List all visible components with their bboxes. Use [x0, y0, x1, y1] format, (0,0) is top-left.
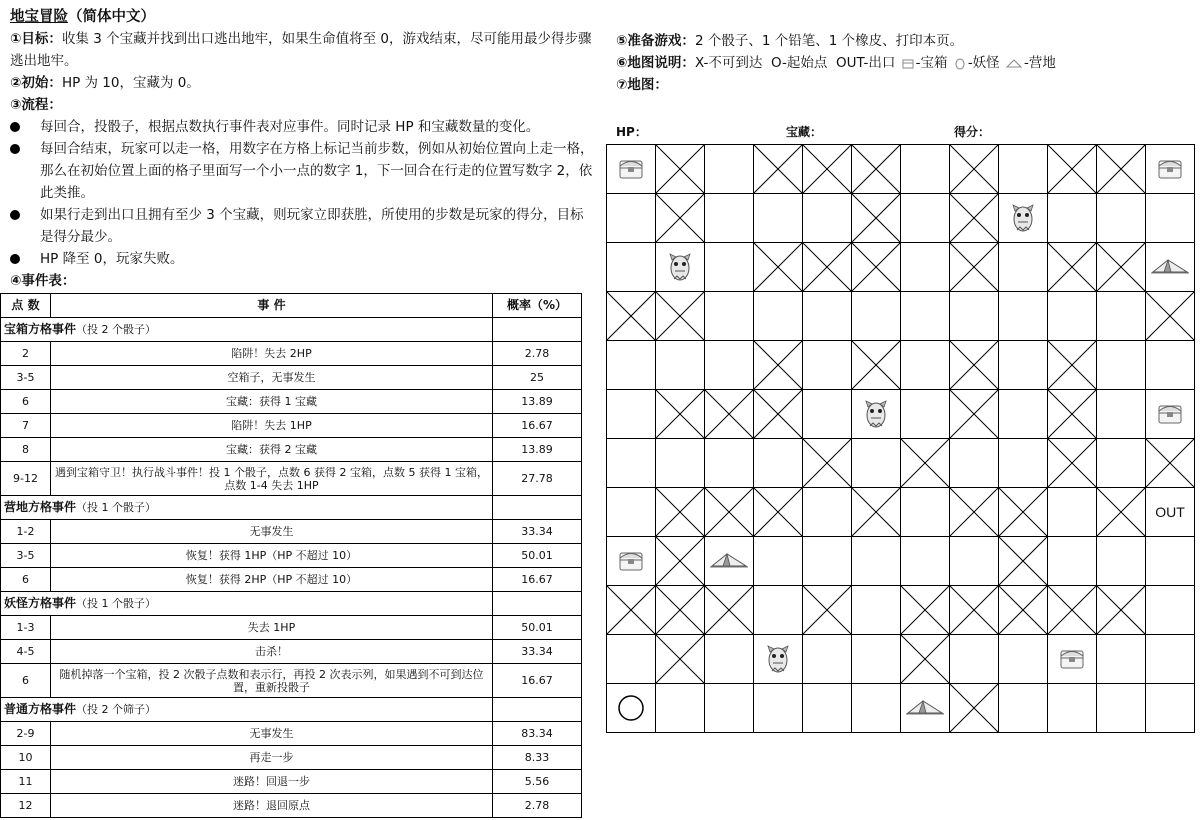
map-cell[interactable] — [852, 537, 901, 586]
map-cell[interactable] — [852, 341, 901, 390]
monster-icon — [954, 56, 966, 70]
table-row — [1, 390, 582, 414]
map-cell[interactable] — [1097, 537, 1146, 586]
map-cell[interactable] — [705, 390, 754, 439]
table-row — [1, 722, 582, 746]
section-empty-cell — [493, 698, 582, 722]
map-cell[interactable] — [607, 488, 656, 537]
map-cell[interactable] — [754, 390, 803, 439]
map-cell[interactable] — [852, 292, 901, 341]
map-cell[interactable] — [803, 439, 852, 488]
table-row — [1, 366, 582, 390]
map-cell[interactable] — [950, 390, 999, 439]
cell-probability: 2.78 — [493, 342, 582, 366]
initial-section: ②初始：HP 为 10，宝藏为 0。 — [10, 75, 200, 91]
map-cell[interactable] — [950, 439, 999, 488]
setup-column — [616, 30, 1200, 139]
map-cell[interactable] — [1048, 635, 1097, 684]
map-cell[interactable] — [705, 145, 754, 194]
cell-probability: 83.34 — [493, 722, 582, 746]
map-cell[interactable] — [999, 439, 1048, 488]
cell-event: 恢复！获得 1HP（HP 不超过 10） — [51, 544, 493, 568]
rules-column — [4, 6, 595, 818]
map-cell[interactable] — [1097, 684, 1146, 733]
map-cell[interactable] — [754, 488, 803, 537]
map-cell[interactable] — [901, 292, 950, 341]
map-cell[interactable] — [950, 145, 999, 194]
map-cell[interactable] — [656, 488, 705, 537]
map-cell[interactable] — [803, 488, 852, 537]
cell-event: 随机掉落一个宝箱，投 2 次骰子点数和表示行，再投 2 次表示列，如果遇到不可到达位置，重新投骰子 — [51, 664, 493, 698]
map-cell[interactable] — [1097, 586, 1146, 635]
table-row — [1, 462, 582, 496]
map-cell[interactable] — [999, 243, 1048, 292]
map-cell[interactable] — [754, 635, 803, 684]
map-cell[interactable] — [705, 292, 754, 341]
map-cell[interactable] — [607, 292, 656, 341]
section-row — [1, 496, 582, 520]
section-row — [1, 318, 582, 342]
map-cell[interactable] — [754, 341, 803, 390]
cell-points: 12 — [1, 794, 51, 818]
flow-list — [10, 116, 595, 270]
map-cell[interactable] — [607, 635, 656, 684]
map-cell[interactable] — [754, 145, 803, 194]
map-cell[interactable] — [1048, 243, 1097, 292]
exit-label: OUT — [1155, 504, 1185, 520]
map-cell[interactable] — [803, 390, 852, 439]
cell-probability: 16.67 — [493, 414, 582, 438]
map-cell[interactable] — [705, 439, 754, 488]
dungeon-map — [606, 144, 1196, 736]
map-cell[interactable] — [656, 292, 705, 341]
score-label: 得分： — [954, 125, 991, 139]
cell-event: 失去 1HP — [51, 616, 493, 640]
map-cell[interactable] — [1048, 292, 1097, 341]
flow-label: ③流程： — [10, 97, 62, 113]
section-empty-cell — [493, 496, 582, 520]
map-cell[interactable] — [1097, 439, 1146, 488]
cell-probability: 13.89 — [493, 390, 582, 414]
map-cell[interactable] — [852, 243, 901, 292]
map-cell[interactable] — [754, 586, 803, 635]
map-cell[interactable] — [901, 439, 950, 488]
cell-event: 陷阱！失去 2HP — [51, 342, 493, 366]
cell-probability: 16.67 — [493, 664, 582, 698]
map-cell[interactable] — [1097, 341, 1146, 390]
map-cell[interactable] — [705, 194, 754, 243]
cell-event: 无事发生 — [51, 520, 493, 544]
cell-probability: 25 — [493, 366, 582, 390]
map-cell[interactable] — [803, 341, 852, 390]
cell-probability: 50.01 — [493, 616, 582, 640]
camp-icon — [1006, 58, 1022, 68]
map-cell[interactable] — [901, 537, 950, 586]
chest-icon — [620, 161, 642, 178]
map-cell[interactable] — [1146, 439, 1195, 488]
cell-points: 6 — [1, 664, 51, 698]
map-cell[interactable] — [803, 292, 852, 341]
table-row — [1, 342, 582, 366]
map-cell[interactable] — [656, 390, 705, 439]
map-cell[interactable] — [950, 537, 999, 586]
map-cell[interactable] — [852, 194, 901, 243]
bullet-icon — [10, 254, 20, 264]
goal-section: ①目标：收集 3 个宝藏并找到出口逃出地牢，如果生命值将至 0，游戏结束，尽可能用最少得步骤逃出地牢。 — [10, 31, 592, 69]
chest-icon — [620, 553, 642, 570]
map-cell[interactable] — [901, 243, 950, 292]
map-cell[interactable] — [1146, 292, 1195, 341]
bullet-icon — [10, 210, 20, 220]
map-cell[interactable] — [705, 243, 754, 292]
map-cell[interactable] — [1146, 145, 1195, 194]
map-cell[interactable] — [705, 341, 754, 390]
table-row — [1, 794, 582, 818]
map-cell[interactable] — [950, 586, 999, 635]
cell-points: 9-12 — [1, 462, 51, 496]
map-cell[interactable] — [754, 292, 803, 341]
map-cell[interactable] — [754, 684, 803, 733]
map-cell[interactable] — [607, 537, 656, 586]
treasure-label: 宝藏： — [786, 125, 823, 139]
section-title: 普通方格事件（投 2 个筛子） — [1, 698, 493, 722]
cell-event: 再走一步 — [51, 746, 493, 770]
cell-probability: 5.56 — [493, 770, 582, 794]
cell-event: 宝藏：获得 1 宝藏 — [51, 390, 493, 414]
map-cell[interactable] — [901, 684, 950, 733]
map-cell[interactable] — [607, 145, 656, 194]
table-row — [1, 640, 582, 664]
monster-icon — [670, 254, 690, 280]
map-cell[interactable] — [901, 635, 950, 684]
map-cell[interactable] — [656, 145, 705, 194]
cell-probability: 2.78 — [493, 794, 582, 818]
map-cell[interactable] — [656, 537, 705, 586]
map-cell[interactable] — [803, 635, 852, 684]
map-cell[interactable] — [950, 684, 999, 733]
monster-icon — [1013, 205, 1033, 231]
section-title: 妖怪方格事件（投 1 个骰子） — [1, 592, 493, 616]
map-cell[interactable] — [999, 390, 1048, 439]
chest-icon — [1159, 406, 1181, 423]
map-cell[interactable] — [1146, 586, 1195, 635]
map-cell[interactable] — [803, 586, 852, 635]
map-cell[interactable] — [999, 635, 1048, 684]
cell-probability: 8.33 — [493, 746, 582, 770]
map-cell[interactable] — [1048, 341, 1097, 390]
table-row — [1, 616, 582, 640]
map-cell[interactable] — [705, 488, 754, 537]
map-cell[interactable] — [656, 243, 705, 292]
section-row — [1, 592, 582, 616]
header-probability: 概率（%） — [493, 294, 582, 318]
map-cell[interactable] — [950, 194, 999, 243]
cell-event: 迷路！退回原点 — [51, 794, 493, 818]
map-cell[interactable] — [1097, 635, 1146, 684]
chest-icon — [1159, 161, 1181, 178]
section-title: 宝箱方格事件（投 2 个骰子） — [1, 318, 493, 342]
page-title: 地宝冒险（简体中文） — [10, 9, 155, 25]
cell-points: 6 — [1, 390, 51, 414]
map-cell[interactable] — [656, 341, 705, 390]
cell-event: 宝藏：获得 2 宝藏 — [51, 438, 493, 462]
map-cell[interactable] — [1146, 390, 1195, 439]
flow-item: 每回合结束，玩家可以走一格，用数字在方格上标记当前步数，例如从初始位置向上走一格，那么在初始位置上面的格子里面写一个小一点的数字 1，下一回合在行走的位置写数字 2，依此类推。 — [10, 138, 595, 204]
map-cell[interactable] — [999, 488, 1048, 537]
table-row — [1, 568, 582, 592]
map-cell[interactable] — [999, 341, 1048, 390]
event-table — [0, 293, 582, 818]
cell-event: 无事发生 — [51, 722, 493, 746]
map-cell[interactable] — [852, 635, 901, 684]
map-cell[interactable] — [1146, 537, 1195, 586]
table-row — [1, 544, 582, 568]
map-cell[interactable] — [999, 586, 1048, 635]
map-cell[interactable] — [1048, 586, 1097, 635]
map-cell[interactable] — [656, 635, 705, 684]
map-cell[interactable] — [1048, 439, 1097, 488]
map-cell[interactable] — [1146, 194, 1195, 243]
cell-points: 2 — [1, 342, 51, 366]
map-cell[interactable] — [1146, 488, 1195, 537]
map-cell[interactable] — [656, 439, 705, 488]
map-cell[interactable] — [705, 586, 754, 635]
map-cell[interactable] — [1097, 390, 1146, 439]
map-cell[interactable] — [607, 243, 656, 292]
map-cell[interactable] — [901, 145, 950, 194]
map-cell[interactable] — [607, 684, 656, 733]
cell-event: 空箱子，无事发生 — [51, 366, 493, 390]
section-empty-cell — [493, 318, 582, 342]
flow-item: 如果行走到出口且拥有至少 3 个宝藏，则玩家立即获胜，所使用的步数是玩家的得分，目标是得分最少。 — [10, 204, 595, 248]
map-cell[interactable] — [950, 488, 999, 537]
cell-probability: 27.78 — [493, 462, 582, 496]
map-cell[interactable] — [999, 292, 1048, 341]
table-header-row — [1, 294, 582, 318]
cell-event: 恢复！获得 2HP（HP 不超过 10） — [51, 568, 493, 592]
map-cell[interactable] — [1097, 488, 1146, 537]
map-cell[interactable] — [901, 390, 950, 439]
map-cell[interactable] — [754, 439, 803, 488]
map-cell[interactable] — [803, 145, 852, 194]
cell-probability: 33.34 — [493, 520, 582, 544]
prepare-section: ⑤准备游戏：2 个骰子、1 个铅笔、1 个橡皮、打印本页。 — [616, 33, 964, 49]
map-cell[interactable] — [1097, 145, 1146, 194]
map-cell[interactable] — [901, 341, 950, 390]
cell-points: 10 — [1, 746, 51, 770]
map-cell[interactable] — [754, 537, 803, 586]
map-cell[interactable] — [950, 292, 999, 341]
map-cell[interactable] — [1048, 537, 1097, 586]
section-title: 营地方格事件（投 1 个骰子） — [1, 496, 493, 520]
table-row — [1, 520, 582, 544]
cell-points: 11 — [1, 770, 51, 794]
bullet-icon — [10, 144, 20, 154]
map-cell[interactable] — [754, 243, 803, 292]
cell-points: 8 — [1, 438, 51, 462]
map-cell[interactable] — [852, 488, 901, 537]
map-cell[interactable] — [852, 390, 901, 439]
map-cell[interactable] — [607, 341, 656, 390]
map-cell[interactable] — [1146, 341, 1195, 390]
cell-points: 4-5 — [1, 640, 51, 664]
map-cell[interactable] — [754, 194, 803, 243]
cell-event: 遇到宝箱守卫！执行战斗事件！投 1 个骰子，点数 6 获得 2 宝箱，点数 5 获得 1 宝箱，点数 1-4 失去 1HP — [51, 462, 493, 496]
map-cell[interactable] — [607, 390, 656, 439]
cell-points: 6 — [1, 568, 51, 592]
cell-points: 1-3 — [1, 616, 51, 640]
cell-event: 陷阱！失去 1HP — [51, 414, 493, 438]
map-cell[interactable] — [852, 684, 901, 733]
map-cell[interactable] — [803, 684, 852, 733]
flow-item: HP 降至 0，玩家失败。 — [10, 248, 595, 270]
cell-event: 迷路！回退一步 — [51, 770, 493, 794]
map-cell[interactable] — [901, 194, 950, 243]
map-cell[interactable] — [1146, 243, 1195, 292]
map-cell[interactable] — [803, 243, 852, 292]
map-cell[interactable] — [1146, 635, 1195, 684]
cell-probability: 50.01 — [493, 544, 582, 568]
legend-section: ⑥地图说明：X-不可到达 O-起始点 OUT-出口 -宝箱 -妖怪 -营地 — [616, 55, 1056, 71]
cell-points: 3-5 — [1, 544, 51, 568]
header-points: 点 数 — [1, 294, 51, 318]
map-cell[interactable] — [1146, 684, 1195, 733]
bullet-icon — [10, 122, 20, 132]
map-cell[interactable] — [901, 586, 950, 635]
map-cell[interactable] — [999, 537, 1048, 586]
table-row — [1, 438, 582, 462]
map-cell[interactable] — [607, 586, 656, 635]
map-cell[interactable] — [1048, 684, 1097, 733]
flow-item: 每回合，投骰子，根据点数执行事件表对应事件。同时记录 HP 和宝藏数量的变化。 — [10, 116, 595, 138]
cell-points: 7 — [1, 414, 51, 438]
table-row — [1, 414, 582, 438]
map-cell[interactable] — [901, 488, 950, 537]
map-cell[interactable] — [607, 439, 656, 488]
map-cell[interactable] — [1097, 243, 1146, 292]
map-cell[interactable] — [656, 586, 705, 635]
map-cell[interactable] — [950, 635, 999, 684]
map-cell[interactable] — [607, 194, 656, 243]
map-cell[interactable] — [803, 537, 852, 586]
cell-points: 2-9 — [1, 722, 51, 746]
map-cell[interactable] — [950, 341, 999, 390]
map-cell[interactable] — [803, 194, 852, 243]
table-row — [1, 770, 582, 794]
map-cell[interactable] — [705, 684, 754, 733]
map-cell[interactable] — [852, 439, 901, 488]
map-cell[interactable] — [852, 586, 901, 635]
section-empty-cell — [493, 592, 582, 616]
map-cell[interactable] — [950, 243, 999, 292]
map-cell[interactable] — [1048, 194, 1097, 243]
map-cell[interactable] — [852, 145, 901, 194]
map-cell[interactable] — [1048, 488, 1097, 537]
cell-probability: 13.89 — [493, 438, 582, 462]
map-cell[interactable] — [705, 635, 754, 684]
map-label: ⑦地图： — [616, 77, 668, 93]
cell-points: 1-2 — [1, 520, 51, 544]
map-cell[interactable] — [1097, 292, 1146, 341]
map-cell[interactable] — [1048, 390, 1097, 439]
cell-probability: 16.67 — [493, 568, 582, 592]
chest-icon — [1061, 651, 1083, 668]
map-cell[interactable] — [999, 194, 1048, 243]
map-cell[interactable] — [656, 684, 705, 733]
monster-icon — [866, 401, 886, 427]
map-cell[interactable] — [999, 684, 1048, 733]
section-row — [1, 698, 582, 722]
cell-event: 击杀！ — [51, 640, 493, 664]
table-row — [1, 746, 582, 770]
map-cell[interactable] — [999, 145, 1048, 194]
cell-probability: 33.34 — [493, 640, 582, 664]
map-cell[interactable] — [1048, 145, 1097, 194]
map-cell[interactable] — [1097, 194, 1146, 243]
event-table-label: ④事件表： — [10, 273, 76, 289]
header-event: 事 件 — [51, 294, 493, 318]
monster-icon — [768, 646, 788, 672]
map-cell[interactable] — [705, 537, 754, 586]
map-cell[interactable] — [656, 194, 705, 243]
table-row — [1, 664, 582, 698]
hp-label: HP： — [616, 125, 647, 139]
chest-icon — [902, 57, 914, 69]
cell-points: 3-5 — [1, 366, 51, 390]
